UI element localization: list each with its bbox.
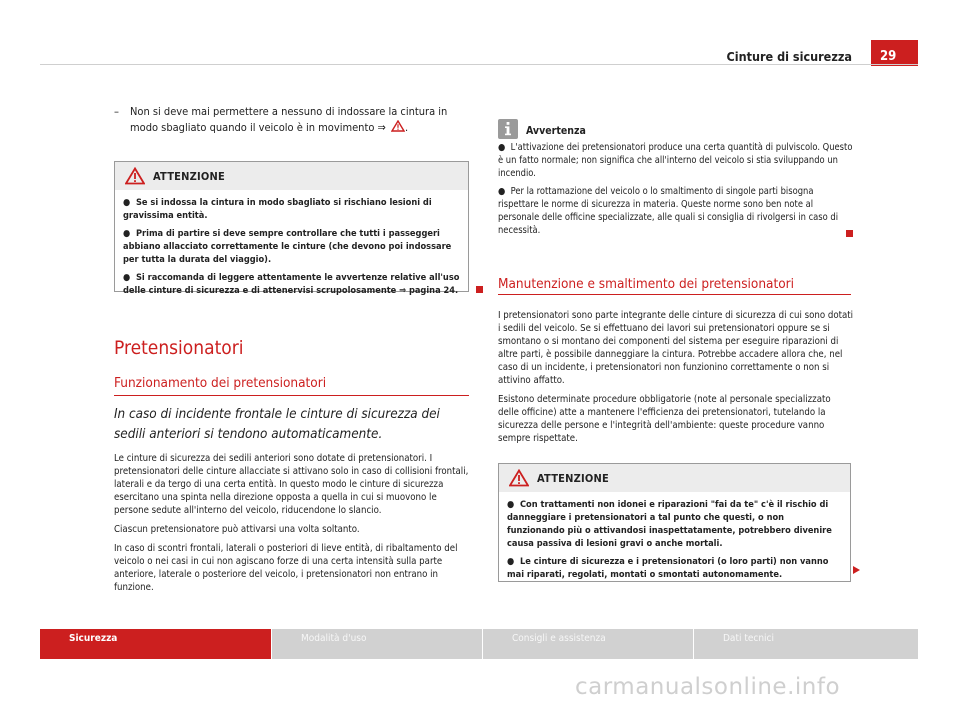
paragraph: Le cinture di sicurezza dei sedili anteriori sono dotate di pretensionatori. I pretensionatori delle cinture allacciate si attivano solo in caso di collisioni frontali, laterali e da tergo di una certa entità. In questo modo le cinture di sicurezza esercitano una spinta nella direzione opposta a quella in cui si muovono le persone sedute all'interno del veicolo, riducendone lo slancio.: [114, 453, 469, 516]
note-bullet: ● Per la rottamazione del veicolo o lo smaltimento di singole parti bisogna rispettare le norme di sicurezza in materia. Queste norme sono ben note al personale delle officine specializzate, alle quali si consiglia di rivolgersi in caso di necessità.: [498, 186, 839, 236]
subsection-underline: [114, 395, 469, 396]
tab-sicurezza[interactable]: Sicurezza: [40, 629, 271, 659]
warning-title: ATTENZIONE: [537, 471, 609, 485]
bullet-icon: ●: [123, 197, 131, 208]
bullet-icon: ●: [123, 228, 131, 239]
warning-box: [498, 463, 851, 582]
bullet-icon: ●: [123, 272, 131, 283]
bullet-icon: ●: [498, 186, 506, 197]
tab-dati-tecnici[interactable]: Dati tecnici: [694, 629, 918, 659]
warning-triangle-icon: [509, 469, 529, 487]
dash-list-item: [114, 104, 470, 136]
warning-bullet: ● Se si indossa la cintura in modo sbagliato si rischiano lesioni di gravissima entità.: [123, 197, 432, 221]
warning-body: [499, 492, 850, 590]
paragraph: In caso di scontri frontali, laterali o posteriori di lieve entità, di ribaltamento del veicolo o nei casi in cui non agiscano forze di una certa intensità sulla parte anteriore, laterale o posteriore del veicolo, i pretensionatori non entrano in funzione.: [114, 543, 458, 593]
section-title: Pretensionatori: [114, 337, 244, 359]
body-text: [498, 309, 854, 445]
body-text: [114, 452, 470, 594]
subsection-title: Funzionamento dei pretensionatori: [114, 375, 327, 391]
dash-item-end: .: [404, 121, 409, 134]
bullet-icon: ●: [507, 556, 515, 567]
header-divider: [40, 64, 918, 65]
warning-body: [115, 190, 468, 306]
chapter-title: Cinture di sicurezza: [726, 49, 852, 64]
warning-title: ATTENZIONE: [153, 169, 225, 183]
bullet-icon: ●: [507, 499, 515, 510]
continue-arrow-icon: [852, 565, 861, 575]
end-of-section-marker: [846, 230, 853, 237]
warning-bullet: ● Con trattamenti non idonei e riparazioni "fai da te" c'è il rischio di danneggiare i pretensionatori a tal punto che questi, o non funzionando più o attivandosi inaspettatamente, potrebbero divenire causa passiva di lesioni gravi o anche mortali.: [507, 499, 832, 549]
warning-bullet: ● Si raccomanda di leggere attentamente le avvertenze relative all'uso delle cinture di sicurezza e di attenervisi scrupolosamente ⇒ pagina 24.: [123, 272, 460, 296]
dash-item-text: Non si deve mai permettere a nessuno di indossare la cintura in modo sbagliato quando il veicolo è in movimento ⇒: [130, 105, 448, 134]
note-title: Avvertenza: [526, 125, 586, 137]
tab-modalita-duso[interactable]: Modalità d'uso: [272, 629, 482, 659]
lead-paragraph: In caso di incidente frontale le cinture di sicurezza dei sedili anteriori si tendono automaticamente.: [114, 407, 440, 442]
bullet-icon: ●: [498, 142, 506, 153]
warning-header: [499, 464, 850, 492]
info-note-icon: [498, 119, 518, 139]
warning-triangle-icon: [391, 120, 405, 132]
dash-marker: –: [114, 105, 119, 118]
subsection-title: Manutenzione e smaltimento dei pretensionatori: [498, 276, 795, 292]
note-body: [498, 141, 854, 237]
paragraph: I pretensionatori sono parte integrante delle cinture di sicurezza di cui sono dotati i sedili del veicolo. Se si effettuano dei lavori sui pretensionatori oppure se si smontano o si montano dei componenti del sistema per eseguire riparazioni di altre parti, è possibile danneggiare la cintura. Potrebbe accadere allora che, nel caso di un incidente, i pretensionatori non funzionino correttamente o non si attivino affatto.: [498, 310, 854, 386]
warning-bullet: ● Prima di partire si deve sempre controllare che tutti i passeggeri abbiano allacciato correttamente le cinture (che devono poi indossare per tutta la durata del viaggio).: [123, 228, 452, 265]
note-bullet: ● L'attivazione dei pretensionatori produce una certa quantità di pulviscolo. Questo è un fatto normale; non significa che all'interno del veicolo si stia sviluppando un incendio.: [498, 142, 853, 179]
warning-triangle-icon: [125, 167, 145, 185]
warning-header: [115, 162, 468, 190]
watermark: carmanualsonline.info: [575, 674, 841, 700]
tab-consigli-e-assistenza[interactable]: Consigli e assistenza: [483, 629, 693, 659]
warning-bullet: ● Le cinture di sicurezza e i pretensionatori (o loro parti) non vanno mai riparati, regolati, montati o smontati autonomamente.: [507, 556, 829, 580]
paragraph: Esistono determinate procedure obbligatorie (note al personale specializzato delle officine) atte a mantenere l'efficienza dei pretensionatori, tutelando la sicurezza delle persone e l'integrità dell'ambiente: queste procedure vanno sempre rispettate.: [498, 394, 831, 444]
end-of-section-marker: [476, 286, 483, 293]
page-number: 29: [871, 40, 918, 66]
warning-box: [114, 161, 469, 296]
subsection-underline: [498, 294, 851, 295]
paragraph: Ciascun pretensionatore può attivarsi una volta soltanto.: [114, 524, 360, 535]
